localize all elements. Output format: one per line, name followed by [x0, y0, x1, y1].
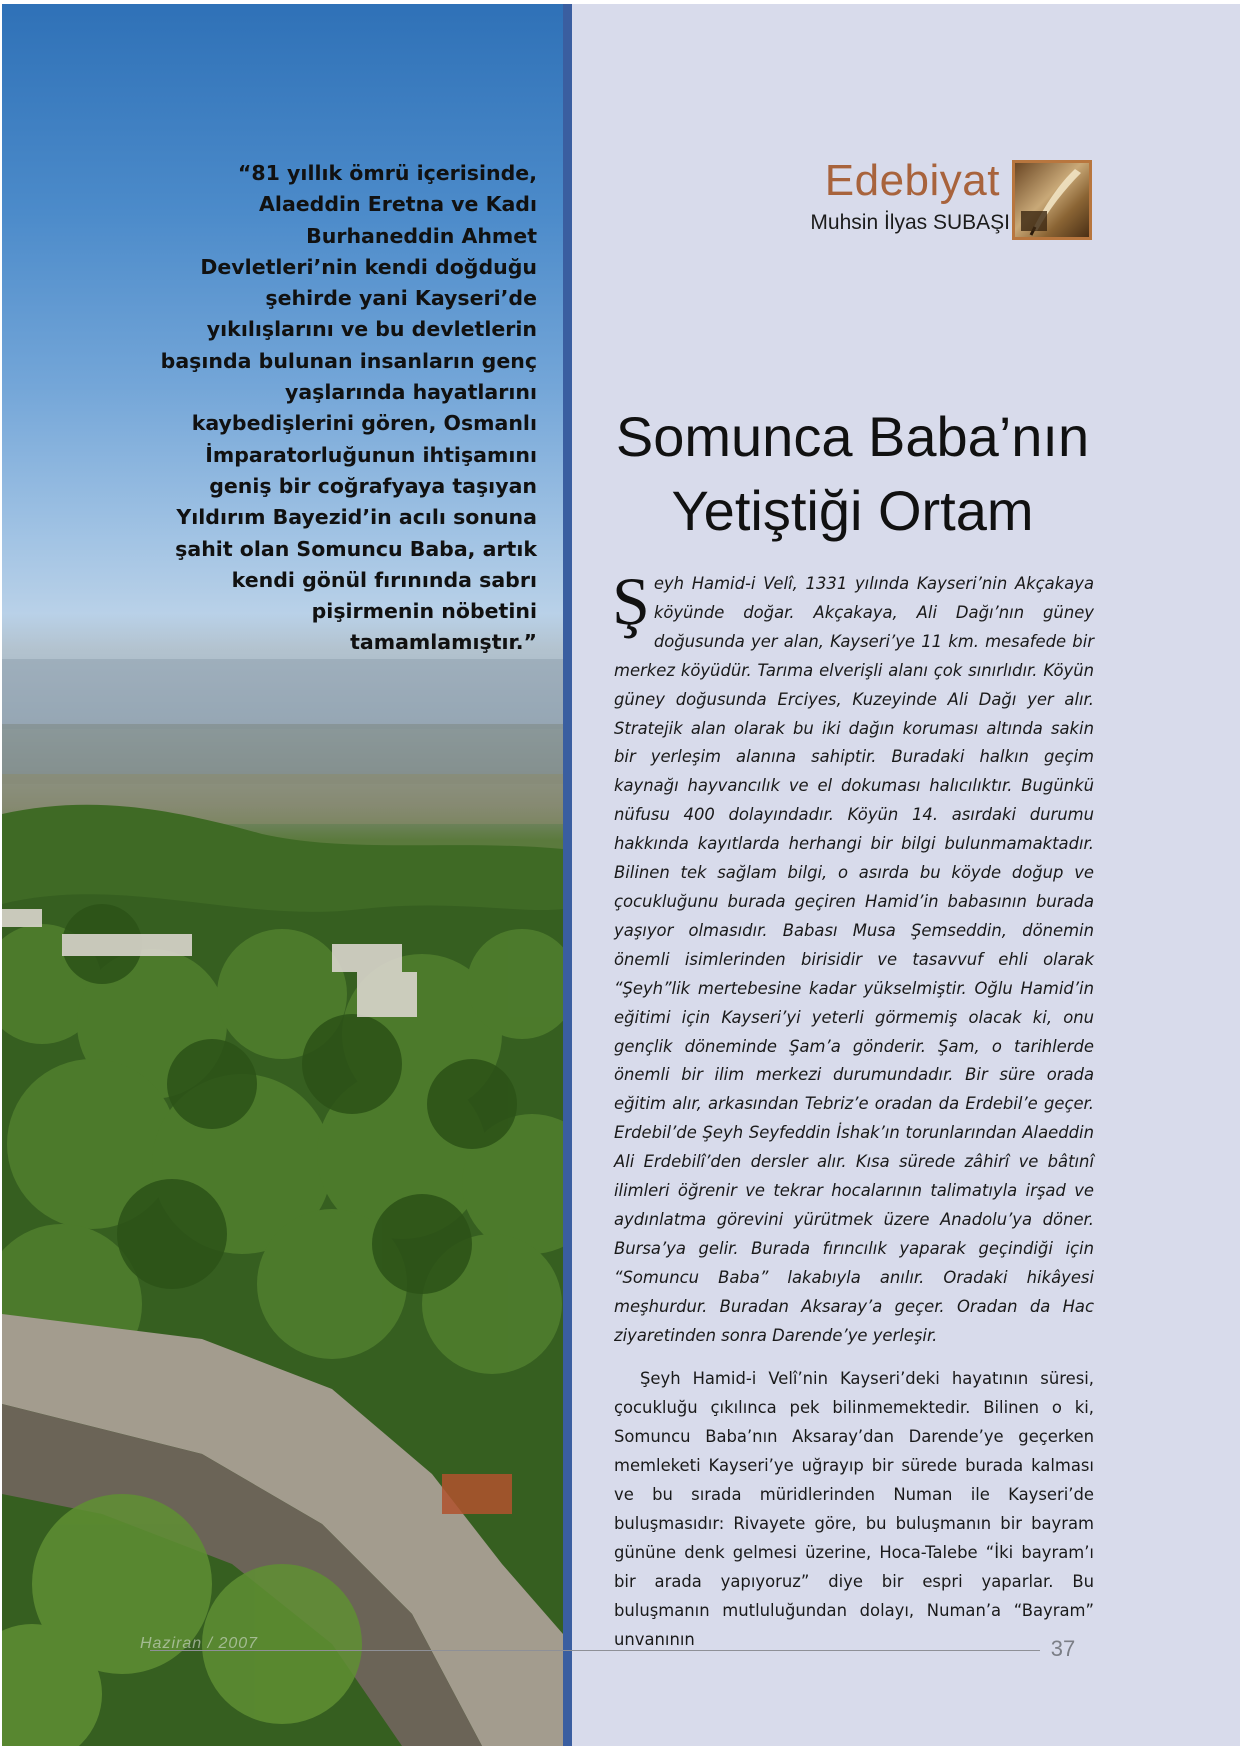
quill-icon [1012, 160, 1092, 240]
issue-date: Haziran / 2007 [140, 1635, 259, 1652]
article-title [600, 400, 1105, 548]
page-divider [563, 4, 572, 1746]
drop-cap: Ş [612, 563, 650, 639]
page-number: 37 [1040, 1636, 1086, 1662]
article-body [612, 563, 1094, 1655]
section-title: Edebiyat [824, 156, 1000, 205]
landscape-photo [2, 4, 563, 1746]
article-title-line-1: Somunca Baba’nın [615, 405, 1090, 468]
footer-rule [150, 1650, 1040, 1651]
article-paragraph-2: Şeyh Hamid-i Velî’nin Kayseri’deki hayatının süresi, çocukluğu çıkılınca pek bilinmemektedir. Bilinen o ki, Somuncu Baba’nın Aksaray’dan Darende’ye geçerken memleketi Kayseri’ye uğrayıp bir sürede burada kalması ve bu sırada müridlerinden Numan ile Kayseri’de buluşmasıdır: Rivayete göre, bu buluşmanın bir bayram gününe denk gelmesi üzerine, Hoca-Talebe “İki bayram’ı bir arada yapıyoruz” diye bir espri yaparlar. Bu buluşmanın mutluluğundan dolayı, Numan’a “Bayram” unvanının [614, 1369, 1094, 1649]
paragraph-1-text: eyh Hamid-i Velî, 1331 yılında Kayseri’nin Akçakaya köyünde doğar. Akçakaya, Ali Dağı’nın güney doğusunda yer alan, Kayseri’ye 11 km. mesafede bir merkez köyüdür. Tarıma elverişli alanı çok sınırlıdır. Köyün güney doğusunda Erciyes, Kuzeyinde Ali Dağı yer alır. Stratejik alan olarak bu iki dağın koruması altında sakin bir yerleşim alanına sahiptir. Buradaki halkın geçim kaynağı hayvancılık ve el dokuması halıcılıktır. Bugünkü nüfusu 400 dolayındadır. Köyün 14. asırdaki durumu hakkında kayıtlarda herhangi bir bilgi bulunmamaktadır. Bilinen tek sağlam bilgi, o asırda bu köyde doğup ve çocukluğunu burada geçiren Hamid’in babasının burada yaşıyor olmasıdır. Babası Musa Şemseddin, dönemin önemli isimlerinden birisidir ve tasavvuf ehli olarak “Şeyh”lik mertebesine kadar yükselmiştir. Oğlu Hamid’in eğitimi için Kayseri’yi yeterli görmemiş olacak ki, onu gençlik döneminde Şam’a gönderir. Şam, o tarihlerde önemli bir ilim merkezi durumundadır. Bir süre orada eğitim alır, arkasından Tebriz’e oradan da Erdebil’e geçer. Erdebil’de Şeyh Seyfeddin İshak’ın torunlarından Alaeddin Ali Erdebilî’den dersler alır. Kısa sürede zâhirî ve bâtınî ilimleri öğrenir ve tekrar hocalarının talimatıyla irşad ve aydınlatma görevini yürütmek üzere Anadolu’ya döner. Bursa’ya gelir. Burada fırıncılık yaparak geçindiği için “Somuncu Baba” lakabıyla anılır. Oradaki hikâyesi meşhurdur. Buradan Aksaray’a geçer. Oradan da Hac ziyaretinden sonra Darende’ye yerleşir. [614, 574, 1094, 1345]
article-title-line-2: Yetiştiği Ortam [671, 479, 1034, 542]
article-paragraph-1 [612, 563, 1094, 1350]
sidebar-quote: “81 yıllık ömrü içerisinde, Alaeddin Eretna ve Kadı Burhaneddin Ahmet Devletleri’nin kendi doğduğu şehirde yani Kayseri’de yıkılışlarını ve bu devletlerin başında bulunan insanların genç yaşlarında hayatlarını kaybedişlerini gören, Osmanlı İmparatorluğunun ihtişamını geniş bir coğrafyaya taşıyan Yıldırım Bayezid’in acılı sonuna şahit olan Somuncu Baba, artık kendi gönül fırınında sabrı pişirmenin nöbetini tamamlamıştır.” [160, 161, 537, 655]
author-name: Muhsin İlyas SUBAŞI [810, 211, 1010, 234]
